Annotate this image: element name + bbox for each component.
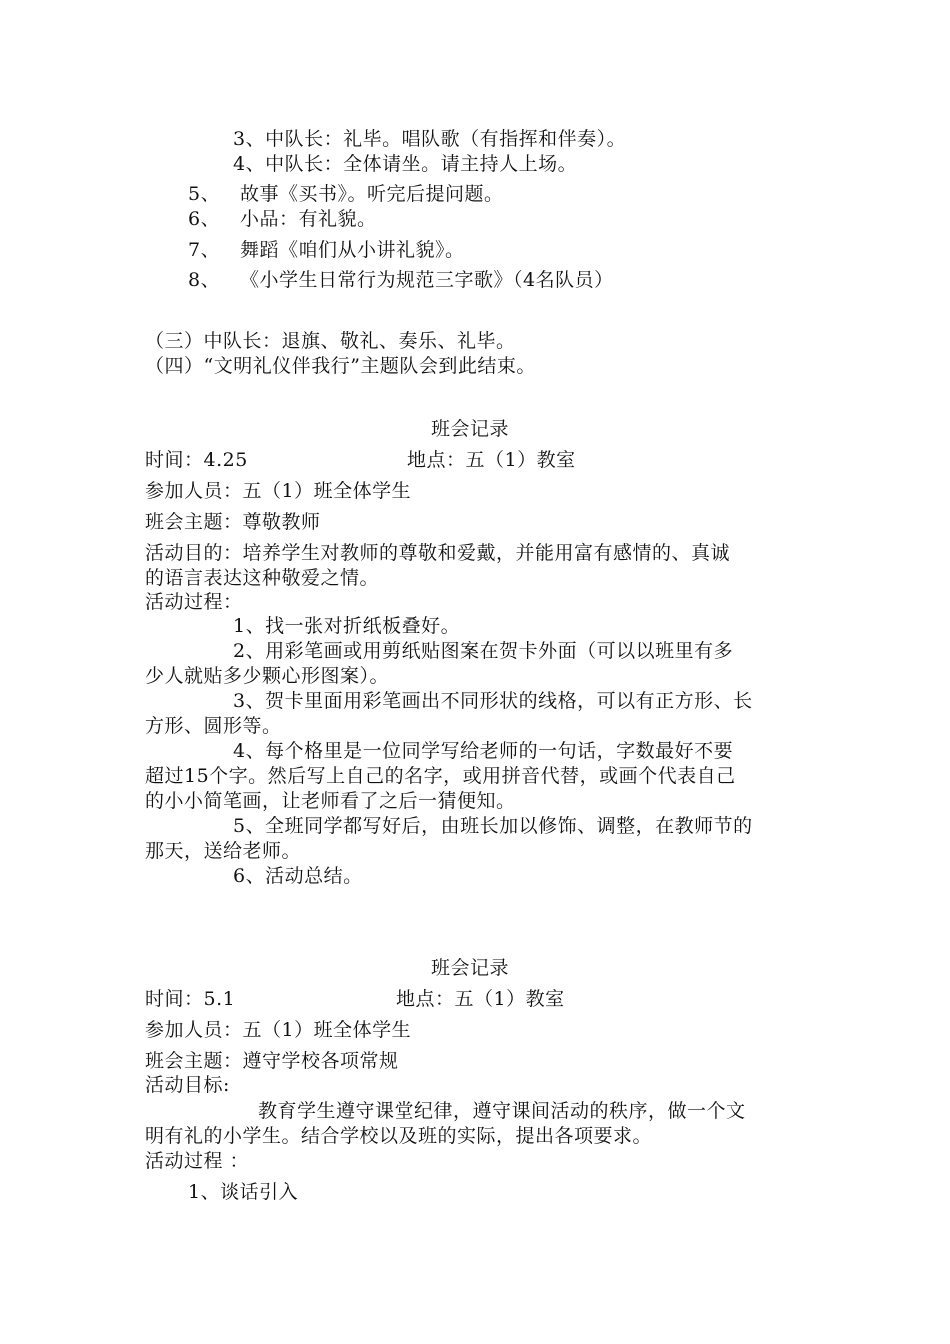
record2-title: 班会记录 bbox=[431, 957, 510, 979]
record2-goal-2: 明有礼的小学生。结合学校以及班的实际，提出各项要求。 bbox=[145, 1125, 653, 1147]
record1-step-2a: 2、用彩笔画或用剪纸贴图案在贺卡外面（可以以班里有多 bbox=[233, 640, 734, 662]
item-8-text: 《小学生日常行为规范三字歌》（4名队员） bbox=[240, 269, 614, 291]
record2-participants: 参加人员：五（1）班全体学生 bbox=[145, 1019, 412, 1041]
closing-line-4: （四）“文明礼仪伴我行”主题队会到此结束。 bbox=[145, 355, 536, 377]
record1-purpose-1: 活动目的：培养学生对教师的尊敬和爱戴，并能用富有感情的、真诚 bbox=[145, 542, 731, 564]
record2-process-label: 活动过程 ： bbox=[145, 1150, 250, 1172]
record1-step-5b: 那天，送给老师。 bbox=[145, 840, 302, 862]
record2-place: 地点：五（1）教室 bbox=[396, 988, 565, 1010]
record1-step-5a: 5、全班同学都写好后，由班长加以修饰、调整，在教师节的 bbox=[233, 815, 753, 837]
item-7-num: 7、 bbox=[188, 239, 221, 261]
record1-step-1: 1、找一张对折纸板叠好。 bbox=[233, 615, 461, 637]
record1-place: 地点：五（1）教室 bbox=[407, 449, 576, 471]
step-4: 4、中队长：全体请坐。请主持人上场。 bbox=[233, 153, 578, 175]
record1-purpose-2: 的语言表达这种敬爱之情。 bbox=[145, 567, 380, 589]
record1-theme: 班会主题：尊敬教师 bbox=[145, 511, 321, 533]
record1-step-4b: 超过15个字。然后写上自己的名字，或用拼音代替，或画个代表自己 bbox=[145, 765, 736, 787]
item-8 bbox=[188, 268, 614, 292]
record1-step-2b: 少人就贴多少颗心形图案）。 bbox=[145, 665, 390, 687]
record2-time: 时间：5.1 bbox=[145, 988, 236, 1010]
item-6 bbox=[188, 207, 377, 231]
record1-time: 时间：4.25 bbox=[145, 449, 248, 471]
record1-step-3a: 3、贺卡里面用彩笔画出不同形状的线格，可以有正方形、长 bbox=[233, 690, 753, 712]
item-8-num: 8、 bbox=[188, 269, 221, 291]
item-7 bbox=[188, 238, 465, 262]
record1-step-3b: 方形、圆形等。 bbox=[145, 715, 282, 737]
record2-step-1: 1、谈话引入 bbox=[188, 1181, 299, 1203]
item-6-text: 小品：有礼貌。 bbox=[240, 208, 377, 230]
record1-step-4c: 的小小简笔画，让老师看了之后一猜便知。 bbox=[145, 790, 516, 812]
item-5-text: 故事《买书》。听完后提问题。 bbox=[240, 183, 504, 205]
record1-title: 班会记录 bbox=[431, 418, 510, 440]
record2-goal-1: 教育学生遵守课堂纪律，遵守课间活动的秩序，做一个文 bbox=[258, 1100, 746, 1122]
item-7-text: 舞蹈《咱们从小讲礼貌》。 bbox=[240, 239, 465, 261]
record1-process-label: 活动过程： bbox=[145, 591, 243, 613]
record1-participants: 参加人员：五（1）班全体学生 bbox=[145, 480, 412, 502]
record1-step-4a: 4、每个格里是一位同学写给老师的一句话，字数最好不要 bbox=[233, 740, 734, 762]
closing-line-3: （三）中队长：退旗、敬礼、奏乐、礼毕。 bbox=[145, 330, 516, 352]
step-3: 3、中队长：礼毕。唱队歌（有指挥和伴奏）。 bbox=[233, 128, 627, 150]
record2-goal-label: 活动目标: bbox=[145, 1074, 230, 1096]
item-5 bbox=[188, 182, 504, 206]
item-5-num: 5、 bbox=[188, 183, 221, 205]
record1-step-6: 6、活动总结。 bbox=[233, 865, 363, 887]
item-6-num: 6、 bbox=[188, 208, 221, 230]
record2-theme: 班会主题：遵守学校各项常规 bbox=[145, 1050, 399, 1072]
